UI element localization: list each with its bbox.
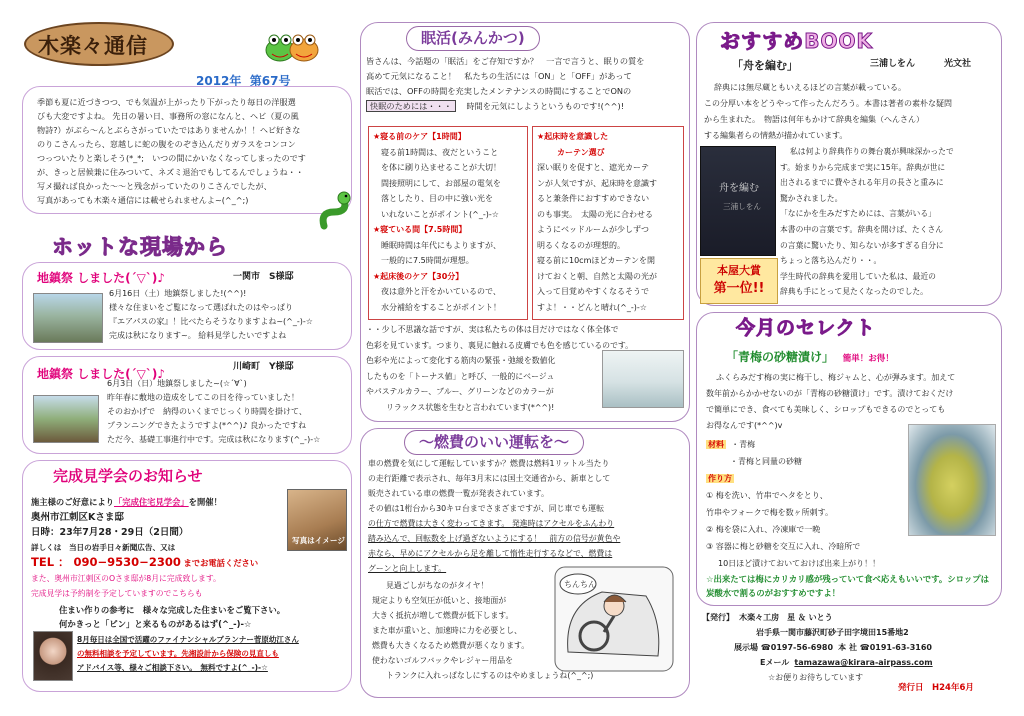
award-badge: 本屋大賞 第一位!! xyxy=(700,258,778,304)
hot-item-1 xyxy=(22,262,352,350)
ume-jar-photo xyxy=(908,424,996,536)
minkatsu-color-text: ・・少し不思議な話ですが、実は私たちの体は目だけではなく体全体で 色彩を見ています。つまり、裏見に触れる皮膚でも色を感じているのです。 色彩や光によって変化する筋肉の緊張・弛緩を数値化 したものを「トーナス値」と呼び、一般的にベージュ やパステルカラー、ブルー、グリーンなどのカラーが リラックス状態を生むと言われています(*^^)! xyxy=(366,325,634,412)
select-title-row: 「青梅の砂糖漬け」 簡単！お得！ xyxy=(726,350,894,364)
jichinsai-photo-2 xyxy=(33,395,99,443)
frog-icon xyxy=(262,22,322,72)
greeting-panel xyxy=(22,86,352,214)
kengaku-body: 施主様のご好意により「完成住宅見学会」を開催！ 奥州市江刺区Kさま邸 日時：23年7月28・29日（2日間） 詳しくは 当日の岩手日々新聞広告、又は TEL ： 090−9530−2300 までお電話ください また、奥州市江刺区のOさま邸が8月に完成致します。 完成見学は予約制を予定していますのでこちらも xyxy=(31,497,259,598)
select-intro: ふくらみだす梅の実に梅干し、梅ジャムと、心が弾みます。加えて 数年前からかかせないのが「青梅の砂糖漬け」です。漬けておくだけ で簡単にでき、食べても美味しく、シロップもできるのでとっても お得なんです(*^^)v xyxy=(706,373,956,430)
footer-issued-date: 発行日 H24年6月 xyxy=(898,683,974,693)
nenpi-text2: 見過ごしがちなのがタイヤ！ 規定よりも空気圧が低いと、接地面が 大きく抵抗が増して燃費が低下します。 また車が重いと、加速時に力を必要とし、 燃費も大きくなるため燃費が悪くなります。 使わないゴルフバックやレジャー用品を トランクに入れっぱなしにするのはやめましょうね(^_^;) xyxy=(372,581,594,680)
nenpi-text: 車の燃費を気にして運転していますか？燃費は燃料1リットル当たり の走行距離で表示され、毎年3月末には国土交通省から、新車として 販売されている車の燃費一覧が発表されています。 その値は1桁台から30キロ台までさまざまですが、同じ車でも運転 の仕方で燃費は大きく変わってきます。 発進時はアクセルをふんわり 踏み込んで、回転数を上げ過ぎないようにする！ 前方の信号が黄色や 赤なら、早めにアクセルから足を離して惰性走行するなどで、燃費は グーンと向上します。 xyxy=(368,459,621,573)
kengaku-photo-caption: 写真はイメージ xyxy=(292,535,345,545)
book-banner: おすすめBOOK xyxy=(720,29,873,53)
masthead-title: 木楽々通信 xyxy=(38,33,148,58)
select-banner: 今月のセレクト xyxy=(736,317,876,339)
book-review: 私は何より辞典作りの舞台裏が興味深かったで す。始まりから完成まで実に15年。辞典が世に 出されるまでに費やされる年月の長さと重みに 驚かされました。 「なにかを生みだすためには、言葉がいる」 本書の中の言葉です。辞典を開けば、たくさん の言葉に驚いたり、知らないが多すぎる自分に ちょっと落ち込んだり・・。 学生時代の辞典を愛用していた私は、最近の 辞典も手にとって見たくなったのでした。 xyxy=(780,147,954,297)
minkatsu-intro: 皆さんは、今話題の「眠活」をご存知ですか？ 一言で言うと、眠りの質を 高めて元気になること！ 私たちの生活には「ON」と「OFF」があって 眠活では、OFFの時間を充実したメンテナンスの時間にすることでONの 快眠のためには・・・ 時間を元気にしようというものです!(^^)! xyxy=(366,56,645,111)
kengaku-title: 完成見学会のお知らせ xyxy=(53,467,203,485)
jichinsai-photo-1 xyxy=(33,293,103,343)
snake-icon xyxy=(318,190,354,230)
select-recipe: 材料 ・青梅 ・青梅と同量の砂糖 作り方 ① 梅を洗い、竹串でヘタをとり、 竹串やフォークで梅を数ヶ所刺す。 ② 梅を袋に入れ、冷凍庫で一晩 ③ 容器に梅と砂糖を交互に入れ、冷暗所で 10日ほど漬けておいておけば出来上がり！！ xyxy=(706,440,881,568)
footer: 【発行】 木楽々工房 星 ＆ いとう 岩手県一関市藤沢町砂子田字境田15番地2 展示場 ☎0197-56-6980 本 社 ☎0191-63-3160 Eメール tamazawa@kirara-airpass.com ☆お便りお待ちしています xyxy=(702,613,933,682)
bedroom-photo xyxy=(602,350,684,408)
hot-banner: ホットな現場から xyxy=(52,235,228,259)
hot-item-2-title: 地鎮祭 しました(´▽`)♪ xyxy=(37,367,166,381)
kengaku-event-link[interactable]: 「完成住宅見学会」 xyxy=(113,497,189,507)
minkatsu-left-box: ★寝る前のケア【1時間】 寝る前1時間は、夜だということ を体に刷り込ませることが大切！ 間接照明にして、お部屋の電気を 落としたり、目の中に強い光を いれないことがポイント(^_-)-☆ ★寝ている間【7.5時間】 睡眠時間は年代にもよりますが、 一般的に7.5時間が理想。 ★起床後のケア【30分】 夜は意外と汗をかいているので、 水分補給をすることがポイント！ xyxy=(368,126,528,320)
book-cover xyxy=(700,146,776,256)
footer-email-link[interactable]: tamazawa@kirara-airpass.com xyxy=(794,658,933,667)
kengaku-body2: 住まい作りの参考に 様々な完成した住まいをご覧下さい。 何かきっと「ピン」と来るものがあるはず(^_-)-☆ xyxy=(59,605,286,629)
minkatsu-title: 眠活(みんかつ) xyxy=(406,26,540,51)
kengaku-panel xyxy=(22,460,352,692)
kengaku-tel[interactable]: TEL ： 090−9530−2300 xyxy=(31,555,181,569)
car-speech-text: ちんちん xyxy=(564,580,596,589)
select-tip: ☆出来たては梅にカリカリ感が残っていて食べ応えもいいです。シロップは炭酸水で割るのがおすすめですよ！ xyxy=(706,574,989,598)
kengaku-house-photo xyxy=(287,489,347,551)
kengaku-fp-text: 8月毎日は全国で活躍のファイナンシャルプランナー菅原幼江さん の無料相談を予定しています。先湘設計から保険の見直しも アドバイス等、様々ご相談下さい。 無料ですよ(^_-)-☆ xyxy=(77,635,299,672)
greeting-text: 季節も夏に近づきつつ、でも気温が上がったり下がったり毎日の洋服選 びも大変ですよね。 先日の暑い日、事務所の窓になんと、ヘビ（夏の風 物詩?）がぶら〜んとぶらさがっていたではありませんか！！ヘビ好きな のりこさんったら、窓越しに蛇の腹をのぞき込んだりガラスをコンコン つっついたりと楽しそう(*_*; いつの間にかいなくなってしまったのです が、きっと居候兼に住みついて、ネズミ退治でもしてるんでしょうね・・ 写メ撮れば良かった〜〜と残念がっていたのりこさんでしたが、 写真があっても木楽々通信には載せられませんよ~(^_^;) xyxy=(37,97,306,205)
book-title-row: 「舟を編む」 三浦しをん 光文社 xyxy=(732,59,972,72)
hot-item-2-location: 川崎町 Y様邸 xyxy=(233,362,294,372)
nenpi-title: 〜燃費のいい運転を〜 xyxy=(404,430,584,455)
minkatsu-right-box: ★起床時を意識した カーテン選び 深い眠りを促すと、遮光カーテ ンが人気ですが、起床時を意識す ると兼条件におすすめできない のも事実。 太陽の光に合わせる ようにベッドルームが少しずつ 明るくなるのが理想的。 寝る前に10cmほどカーテンを開 けておくと朝、自然と太陽の光が 入って目覚めやすくなるそうで すよ！・・どんと晴れ(^_-)-☆ xyxy=(532,126,684,320)
hot-item-2-text: 6月3日（日）地鎮祭しました~(☆´∀`) 昨年春に敷地の造成をしてこの日を待っていました！ そのおかげで 納得のいくまでじっくり時間を掛けて、 プランニングできたようですよ(*^^)♪ 良かったですね ただ今、基礎工事進行中です。完成は秋になります(^_-)-☆ xyxy=(107,379,321,444)
book-cover-title: 舟を編む xyxy=(719,183,759,194)
car-driver-illustration xyxy=(554,566,674,672)
hot-item-1-text: 6月16日（土）地鎮祭しました!(^^)! 様々な住まいをご覧になって選ばれたのはやっぱり 『エアパスの家』！比べたらそうなりますよね~(^_-)-☆ 完成は秋になります~。 給料見学したいですよね xyxy=(109,289,313,340)
masthead-year: 2012年 第67号 xyxy=(196,74,291,88)
hot-item-1-title: 地鎮祭 しました(´▽`)♪ xyxy=(37,271,166,285)
fp-portrait-photo xyxy=(33,631,73,681)
hot-item-1-location: 一関市 S様邸 xyxy=(233,272,294,282)
book-cover-author: 三浦しをん xyxy=(723,202,761,211)
book-intro: 辞典には無尽蔵ともいえるほどの言葉が載っている。 この分厚い本をどうやって作ったんだろう。本書は著者の素朴な疑問 から生まれた。 物語は何年もかけて辞典を編集（へんさん） する編集者らの情熱が描かれています。 xyxy=(704,83,952,140)
hot-item-2 xyxy=(22,356,352,454)
